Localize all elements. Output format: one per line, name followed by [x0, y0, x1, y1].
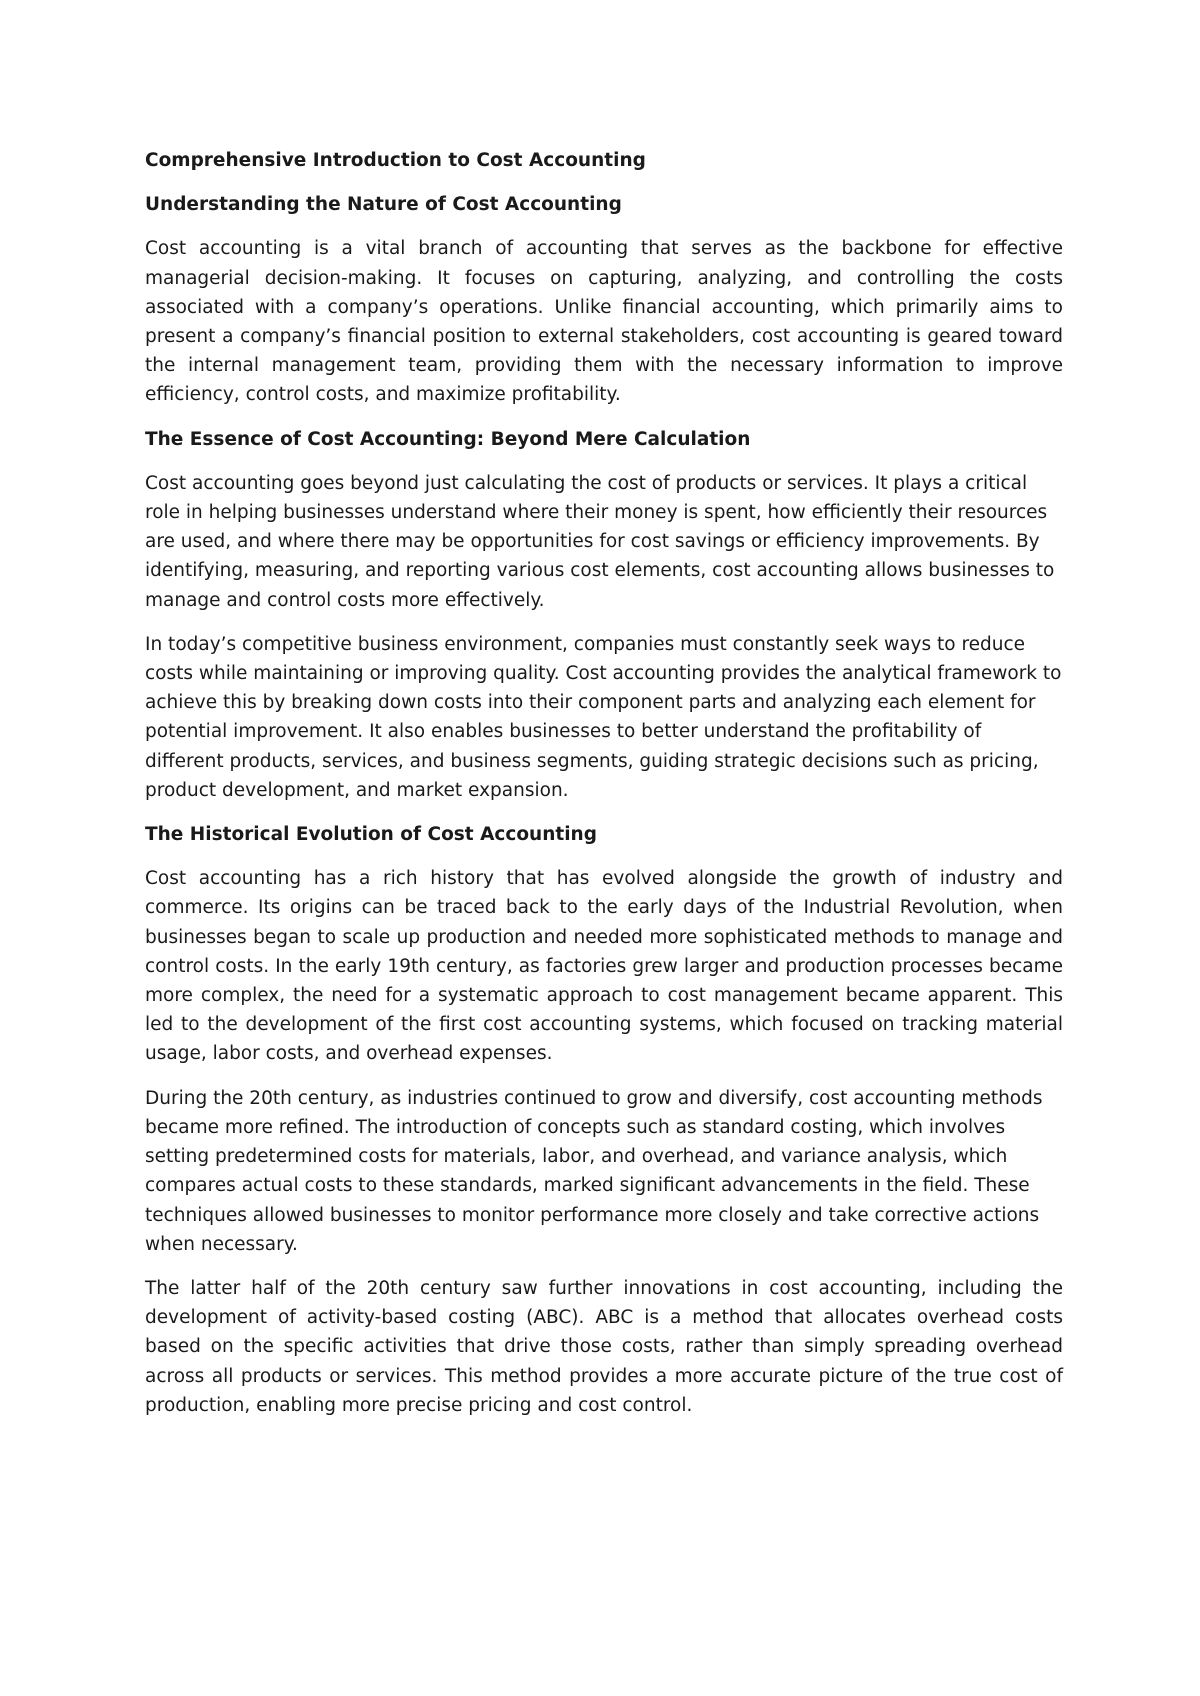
paragraph: During the 20th century, as industries continued to grow and diversify, cost accounting methods became more refined. The introduction of concepts such as standard costing, which involves setting predetermined costs for materials, labor, and overhead, and variance analysis, which compares actual costs to these standards, marked significant advancements in the field. These techniques allowed businesses to monitor performance more closely and take corrective actions when necessary.	[145, 1087, 1043, 1255]
paragraph: In today’s competitive business environment, companies must constantly seek ways to reduce costs while maintaining or improving quality. Cost accounting provides the analytical framework to achieve this by breaking down costs into their component parts and analyzing each element for potential improvement. It also enables businesses to better understand the profitability of different products, services, and business segments, guiding strategic decisions such as pricing, product development, and market expansion.	[145, 633, 1062, 801]
document-page	[145, 146, 1063, 1435]
document-title: Comprehensive Introduction to Cost Accounting	[145, 150, 646, 171]
section-heading-essence: The Essence of Cost Accounting: Beyond Mere Calculation	[145, 428, 751, 450]
section-heading-history: The Historical Evolution of Cost Accounting	[145, 824, 597, 846]
paragraph: Cost accounting goes beyond just calculating the cost of products or services. It plays a critical role in helping businesses understand where their money is spent, how efficiently their resources are used, and where there may be opportunities for cost savings or efficiency improvements. By identifying, measuring, and reporting various cost elements, cost accounting allows businesses to manage and control costs more effectively.	[145, 472, 1055, 611]
paragraph: Cost accounting has a rich history that has evolved alongside the growth of industry and commerce. Its origins can be traced back to the early days of the Industrial Revolution, when businesses began to scale up production and needed more sophisticated methods to manage and control costs. In the early 19th century, as factories grew larger and production processes became more complex, the need for a systematic approach to cost management became apparent. This led to the development of the first cost accounting systems, which focused on tracking material usage, labor costs, and overhead expenses.	[145, 868, 1063, 1065]
section-heading-nature: Understanding the Nature of Cost Accounting	[145, 194, 622, 216]
paragraph: Cost accounting is a vital branch of accounting that serves as the backbone for effective managerial decision-making. It focuses on capturing, analyzing, and controlling the costs associated with a company’s operations. Unlike financial accounting, which primarily aims to present a company’s financial position to external stakeholders, cost accounting is geared toward the internal management team, providing them with the necessary information to improve efficiency, control costs, and maximize profitability.	[145, 238, 1063, 406]
paragraph: The latter half of the 20th century saw further innovations in cost accounting, including the development of activity-based costing (ABC). ABC is a method that allocates overhead costs based on the specific activities that drive those costs, rather than simply spreading overhead across all products or services. This method provides a more accurate picture of the true cost of production, enabling more precise pricing and cost control.	[145, 1277, 1063, 1416]
